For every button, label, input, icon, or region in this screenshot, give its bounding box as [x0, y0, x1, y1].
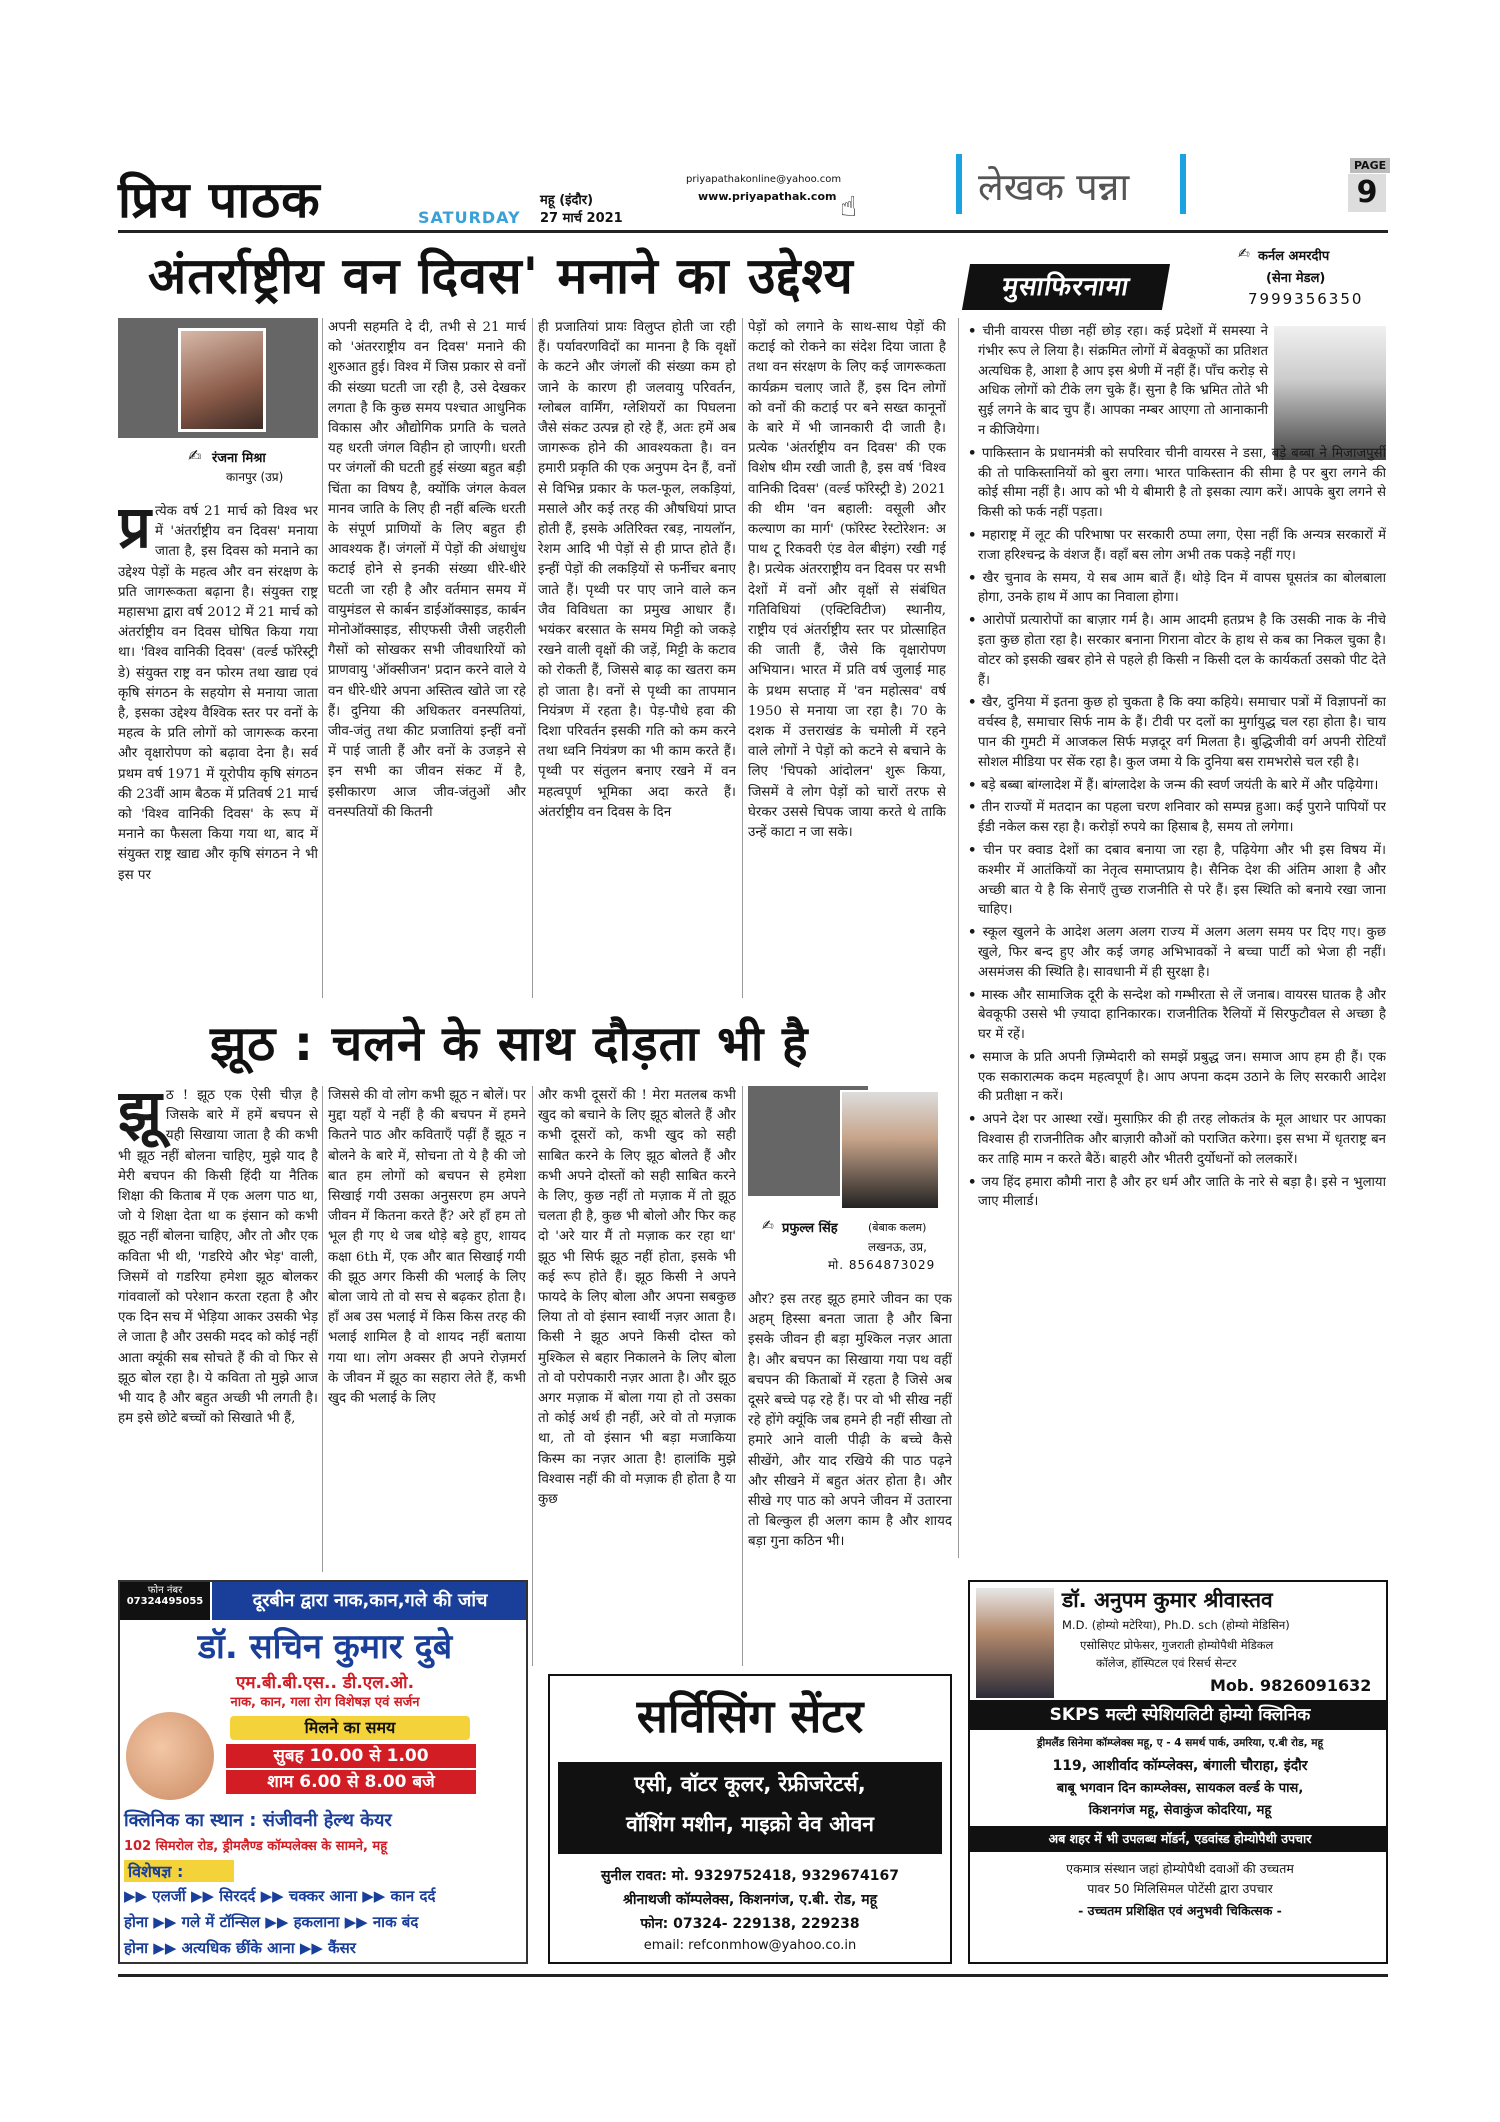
ad-note: एकमात्र संस्थान जहां होम्योपैथी दवाओं की उच्चतम — [1066, 1861, 1294, 1876]
ad-spec-line: होना ▶▶ अत्यधिक छींके आना ▶▶ कैंसर — [124, 1939, 356, 1957]
article1-author: रंजना मिश्रा — [212, 451, 266, 466]
divider — [532, 318, 533, 998]
ad-clinic-banner: SKPS मल्टी स्पेशियलिटी होम्यो क्लिनिक — [970, 1700, 1388, 1730]
divider — [742, 318, 743, 998]
ear-illustration — [126, 1712, 214, 1800]
ad-address-line: ड्रीमलैंड सिनेमा कॉम्प्लेक्स महू, ए - 4 समर्थ पार्क, उमरिया, ए.बी रोड, महू — [1036, 1737, 1324, 1749]
ad-spec-line: होना ▶▶ गले में टॉन्सिल ▶▶ हकलाना ▶▶ नाक बंद — [124, 1913, 419, 1931]
ad-phone-box — [120, 1582, 210, 1620]
column-item: • चीनी वायरस पीछा नहीं छोड़ रहा। कई प्रदेशों में समस्या ने गंभीर रूप ले लिया है। संक्रमित लोगों में बेवकूफों का प्रतिशत अत्यधिक है, आशा है आप इस श्रेणी में नहीं हैं। पाँच करोड़ से अधिक लोगों को टीके लग चुके हैं। सुना है कि भ्रमित तोते भी सुई लगने के बाद चुप हैं। आपका नम्बर आएगा तो आनाकानी न कीजियेगा। — [968, 322, 1386, 441]
column-item: • अपने देश पर आस्था रखें। मुसाफ़िर की ही तरह लोकतंत्र के मूल आधार पर आपका विश्वास ही राजनीतिक और बाज़ारी कौओं को पराजित करेगा। इस सभा में धृतराष्ट्र बन कर ताहि माम न करते बैठें। बाहरी और भीतरी दुर्योधनों को ललकारें। — [968, 1110, 1386, 1169]
article2-place: लखनऊ, उप्र, — [868, 1240, 927, 1254]
column-item: • बड़े बब्बा बांग्लादेश में हैं। बांग्लादेश के जन्म की स्वर्ण जयंती के बारे में और पढ़ियेगा। — [968, 776, 1386, 796]
ad-phone[interactable]: 07324495055 — [126, 1596, 204, 1607]
newspaper-logo: प्रिय पाठक — [118, 170, 321, 229]
ad-title: सर्विसिंग सेंटर — [636, 1689, 864, 1743]
column-item: • जय हिंद हमारा कौमी नारा है और हर धर्म और जाति के नारे से बड़ा है। इसे न भुलाया जाए मीलार्ड। — [968, 1173, 1386, 1213]
article2-byline — [748, 1086, 952, 1286]
day-label: SATURDAY — [418, 208, 521, 227]
ad-treatment-banner: अब शहर में भी उपलब्ध मॉडर्न, एडवांस्ड होम्योपैथी उपचार — [970, 1826, 1388, 1852]
ad-note: - उच्चतम प्रशिक्षित एवं अनुभवी चिकित्सक - — [1078, 1903, 1282, 1918]
article1-headline: अंतर्राष्ट्रीय वन दिवस' मनाने का उद्देश्य — [148, 247, 854, 305]
column-item: • खैर चुनाव के समय, ये सब आम बातें हैं। थोड़े दिन में वापस घूसतंत्र का बोलबाला होगा, उनके हाथ में आप का निवाला होगा। — [968, 569, 1386, 609]
ad-profession: एसोसिएट प्रोफेसर, गुजराती होम्योपैथी मेडिकल — [1080, 1638, 1274, 1652]
ad-phone[interactable]: फोन: 07324- 229138, 229238 — [640, 1916, 860, 1932]
column-title: मुसाफिरनामा — [962, 264, 1170, 310]
column-item: • तीन राज्यों में मतदान का पहला चरण शनिवार को सम्पन्न हुआ। कई पुराने पापियों पर ईडी नकेल कस रहा है। करोड़ों रुपये का हिसाब है, समय तो लगेगा। — [968, 798, 1386, 838]
ad-homeopathy-clinic — [968, 1580, 1388, 1964]
ad-note: पावर 50 मिलिसिमल पोटेंसी द्वारा उपचार — [1087, 1881, 1273, 1896]
article1-col3: ही प्रजातियां प्रायः विलुप्त होती जा रही हैं। पर्यावरणविदों का मानना है कि वृक्षों के कटने और जंगलों की संख्या कम हो जाने के कारण ही जलवायु परिवर्तन, ग्लोबल वार्मिंग, ग्लेशियरों का पिघलना जैसे संकट उत्पन्न हो रहे हैं, अतः हमें अब जागरूक होने की आवश्यकता है। वन हमारी प्रकृति की एक अनुपम देन हैं, वनों से विभिन्न प्रकार के फल-फूल, लकड़ियां, मसाले और कई तरह की औषधियां प्राप्त होती हैं, इसके अतिरिक्त रबड़, नायलॉन, रेशम आदि भी पेड़ों से ही प्राप्त होते हैं। इन्हीं पेड़ों की लकड़ियों से फर्नीचर बनाए जाते हैं। पृथ्वी पर पाए जाने वाले कन जैव विविधता का प्रमुख आधार हैं। भयंकर बरसात के समय मिट्टी को जकड़े रखने वाली वृक्षों की जड़ें, मिट्टी के कटाव को रोकती हैं, जिससे बाढ़ का खतरा कम हो जाता है। वनों से पृथ्वी का तापमान नियंत्रण में रहता है। पेड़-पौधे हवा की दिशा परिवर्तन इसकी गति को कम करने तथा ध्वनि नियंत्रण का भी काम करते हैं। पृथ्वी पर संतुलन बनाए रखने में वन महत्वपूर्ण भूमिका अदा करते हैं। अंतर्राष्ट्रीय वन दिवस के दिन — [538, 320, 736, 820]
article2-headline: झूठ : चलने के साथ दौड़ता भी है — [210, 1016, 809, 1072]
ad-timing-title: मिलने का समय — [230, 1716, 470, 1740]
column-author: कर्नल अमरदीप — [1258, 249, 1330, 264]
ad-services-line: एसी, वॉटर कूलर, रेफ्रीजरेटर्स, — [634, 1772, 866, 1796]
pen-icon: ✍ — [1238, 246, 1250, 262]
article1-col4: पेड़ों को लगाने के साथ-साथ पेड़ों की कटाई को रोकने का संदेश दिया जाता है तथा वन संरक्षण के लिए कई जागरूकता कार्यक्रम चलाए जाते हैं, इस दिन लोगों को वनों की कटाई पर बने सख्त कानूनों के बारे में भी जानकारी दी जाती है। प्रत्येक 'अंतर्राष्ट्रीय वन दिवस' की एक विशेष थीम रखी जाती है, इस वर्ष 'विश्व वानिकी दिवस' (वर्ल्ड फॉरेस्ट्री डे) 2021 की थीम 'वन बहाली: वसूली और कल्याण का मार्ग' (फॉरेस्ट रेस्टोरेशन: अ पाथ टू रिकवरी एंड वेल बीइंग) रखी गई है। प्रत्येक अंतरराष्ट्रीय वन दिवस पर सभी देशों में वनों और वृक्षों से संबंधित गतिविधियां (एक्टिविटीज) स्थानीय, राष्ट्रीय एवं अंतर्राष्ट्रीय स्तर पर प्रोत्साहित की जाती हैं, जैसे कि वृक्षारोपण अभियान। भारत में प्रति वर्ष जुलाई माह के प्रथम सप्ताह में 'वन महोत्सव' वर्ष 1950 से मनाया जा रहा है। 70 के दशक में उत्तराखंड के चमोली में रहने वाले लोगों ने पेड़ों को कटने से बचाने के लिए 'चिपको आंदोलन' शुरू किया, जिसमें वे लोग पेड़ों को चारों तरफ से घेरकर उससे चिपक जाया करते थे ताकि उन्हें काटा न जा सके। — [748, 320, 946, 841]
ad-spec-line: ▶▶ एलर्जी ▶▶ सिरदर्द ▶▶ चक्कर आना ▶▶ कान दर्द — [124, 1887, 436, 1905]
ad-clinic: क्लिनिक का स्थान : संजीवनी हेल्थ केयर — [124, 1810, 392, 1831]
ad-address: श्रीनाथजी कॉम्पलेक्स, किशनगंज, ए.बी. रोड, महू — [622, 1892, 878, 1908]
column-phone: 7999356350 — [1248, 290, 1364, 308]
ad-doctor-name: डॉ. अनुपम कुमार श्रीवास्तव — [1062, 1588, 1273, 1612]
ad-tagline: दूरबीन द्वारा नाक,कान,गले की जांच — [212, 1582, 528, 1620]
column-item: • चीन पर क्वाड देशों का दबाव बनाया जा रहा है, पढ़ियेगा और भी इस विषय में। कश्मीर में आतंकियों का नेतृत्व समाप्तप्राय है। सैनिक देश की अंतिम आशा है और अच्छी बात ये है कि सेनाएँ तुच्छ राजनीति से परे हैं। इस स्थिति को बनाये रखा जाना चाहिए। — [968, 841, 1386, 920]
column-item: • समाज के प्रति अपनी ज़िम्मेदारी को समझें प्रबुद्ध जन। समाज आप हम ही हैं। एक एक सकारात्मक कदम महत्वपूर्ण है। आप अपना कदम उठाने के लिए सरकारी आदेश की प्रतीक्षा न करें। — [968, 1048, 1386, 1107]
pen-icon: ✍ — [762, 1218, 774, 1234]
article2-mobile: मो. 8564873029 — [828, 1258, 936, 1272]
ad-services-line: वॉशिंग मशीन, माइक्रो वेव ओवन — [626, 1812, 874, 1836]
ad-time1: सुबह 10.00 से 1.00 — [226, 1744, 476, 1768]
article2-col3: और कभी दूसरों की ! मेरा मतलब कभी खुद को बचाने के लिए झूठ बोलते हैं और कभी दूसरों को, कभी खुद को सही साबित करने के लिए झूठ बोलते हैं और कभी अपने दोस्तों को सही साबित करने के लिए, कुछ नहीं तो मज़ाक में तो झूठ चलता ही है, कुछ भी बोलो और फिर कह दो 'अरे यार मैं तो मज़ाक कर रहा था' झूठ भी सिर्फ झूठ नहीं होता, इसके भी कई रूप होते हैं। झूठ किसी ने अपने फायदे के लिए बोला और अपना सबकुछ लिया तो वो इंसान स्वार्थी नज़र आता है। किसी ने झूठ अपने किसी दोस्त को मुश्किल से बहार निकालने के लिए बोला तो वो परोपकारी नज़र आता है। और झूठ अगर मज़ाक में बोला गया हो तो उसका तो कोई अर्थ ही नहीं, अरे वो तो मज़ाक था, तो वो इंसान भी बड़ा मजाकिया किस्म का नज़र आता है! हालांकि मुझे विश्वास नहीं की वो मज़ाक ही होता है या कुछ — [538, 1088, 736, 1508]
ad-contact[interactable]: सुनील रावत: मो. 9329752418, 9329674167 — [600, 1868, 900, 1884]
ad-phone-label: फोन नंबर — [147, 1585, 183, 1596]
column-items — [968, 322, 1386, 1560]
ad-profession: कॉलेज, हॉस्पिटल एवं रिसर्च सेन्टर — [1096, 1656, 1237, 1670]
ad-time2: शाम 6.00 से 8.00 बजे — [226, 1770, 476, 1794]
ad-address-line: 119, आशीर्वाद कॉम्प्लेक्स, बंगाली चौराहा, इंदौर — [1052, 1758, 1308, 1774]
column-item: • पाकिस्तान के प्रधानमंत्री को सपरिवार चीनी वायरस ने डसा, बड़े बब्बा ने मिजाजपुर्सी की तो पाकिस्तानियों को बुरा लगा। भारत पाकिस्तान की सीमा है पर बुरा लगने की कोई सीमा नहीं है। आप को भी ये बीमारी है तो इसका त्याग करें। आपके बुरा लगने से किसी को फर्क नहीं पड़ता। — [968, 444, 1386, 523]
hand-cursor-icon: ☝ — [840, 190, 858, 223]
article2-author-note: (बेबाक कलम) — [868, 1221, 927, 1234]
author-photo — [840, 1090, 940, 1210]
article2-col2: जिससे की वो लोग कभी झूठ न बोलें। पर मुद्दा यहाँ ये नहीं है की बचपन में हमने कितने पाठ और कविताएँ पढ़ीं हैं झूठ न बोलने के बारे में, सोचना तो ये है की जो बात हम लोगों को बचपन से हमेशा सिखाई गयी उसका अनुसरण हम अपने जीवन में कितना करते हैं? अरे हाँ हम तो भूल ही गए थे जब थोड़े बड़े हुए, शायद कक्षा 6th में, एक और बात सिखाई गयी की झूठ अगर किसी की भलाई के लिए बोला जाये तो वो सच से बढ़कर होता है। हाँ अब उस भलाई में किस किस तरह की भलाई शामिल है वो शायद नहीं बताया गया था। लोग अक्सर ही अपने रोज़मर्रा के जीवन में झूठ का सहारा लेते हैं, कभी खुद की भलाई के लिए — [328, 1088, 526, 1407]
column-item: • स्कूल खुलने के आदेश अलग अलग राज्य में अलग अलग समय पर दिए गए। कुछ खुले, फिर बन्द हुए और कई जगह अभिभावकों ने बच्चा पार्टी को भेजा ही नहीं। असमंजस की स्थिति है। सावधानी में ही सुरक्षा है। — [968, 923, 1386, 982]
article1-byline-box — [118, 318, 318, 498]
column-item: • महाराष्ट्र में लूट की परिभाषा पर सरकारी ठप्पा लगा, ऐसा नहीं कि अन्यत्र सरकारों में राजा हरिश्चन्द्र के वंशज हैं। वहाँ बस लोग अभी तक पकड़े नहीं गए। — [968, 526, 1386, 566]
column-item: • खैर, दुनिया में इतना कुछ हो चुकता है कि क्या कहिये। समाचार पत्रों में विज्ञापनों का वर्चस्व है, समाचार सिर्फ नाम के हैं। टीवी पर दलों का मुर्गायुद्ध चल रहा होता है। चाय पान की गुमटी में आजकल सिर्फ मज़दूर वर्ग मिलता है। बुद्धिजीवी वर्ग अपनी रोटियाँ सोशल मीडिया पर सेंक रहा है। कुल जमा ये कि दुनिया बस रामभरोसे चल रही है। — [968, 693, 1386, 772]
ad-degree: एम.बी.बी.एस.. डी.एल.ओ. — [235, 1673, 415, 1693]
ad-mobile[interactable]: Mob. 9826091632 — [1210, 1676, 1372, 1695]
article1-place: कानपुर (उप्र) — [226, 470, 284, 484]
divider — [532, 1086, 533, 1666]
doctor-photo — [976, 1588, 1054, 1698]
article1-col1: प्र त्येक वर्ष 21 मार्च को विश्व भर में 'अंतर्राष्ट्रीय वन दिवस' मनाया जाता है, इस दिवस को मनाने का उद्देश्य पेड़ों के महत्व और वन संरक्षण के प्रति जागरूकता बढ़ाना है। संयुक्त राष्ट्र महासभा द्वारा वर्ष 2012 में 21 मार्च को अंतर्राष्ट्रीय वन दिवस घोषित किया गया था। 'विश्व वानिकी दिवस' (वर्ल्ड फॉरेस्ट्री डे) संयुक्त राष्ट्र वन फोरम तथा खाद्य एवं कृषि संगठन के सहयोग से मनाया जाता है, इसका उद्देश्य वैश्विक स्तर पर वनों के महत्व के प्रति लोगों को जागरूक करना और वृक्षारोपण को बढ़ावा देना है। सर्व प्रथम वर्ष 1971 में यूरोपीय कृषि संगठन की 23वीं आम बैठक में प्रतिवर्ष 21 मार्च को 'विश्व वानिकी दिवस' के रूप में मनाने का फैसला किया गया था, बाद में संयुक्त राष्ट्र खाद्य और कृषि संगठन ने भी इस पर — [118, 502, 318, 883]
page-number: 9 — [1348, 174, 1386, 212]
website-label[interactable]: www.priyapathak.com — [698, 190, 837, 203]
ad-address-line: किशनगंज महू, सेवाकुंज कोदरिया, महू — [1088, 1803, 1272, 1818]
ad-doctor-name: डॉ. सचिन कुमार दुबे — [197, 1627, 453, 1667]
ad-email[interactable]: email: refconmhow@yahoo.co.in — [643, 1938, 857, 1953]
article2-col1: झू ठ ! झूठ एक ऐसी चीज़ है जिसके बारे में हमें बचपन से यही सिखाया जाता है की कभी भी झूठ नहीं बोलना चाहिए, मुझे याद है मेरी बचपन की किसी हिंदी या नैतिक शिक्षा की किताब में एक अलग पाठ था, जो ये शिक्षा देता था क इंसान को कभी झूठ नहीं बोलना चाहिए, और तो और एक कविता भी थी, 'गडरिये और भेड़' वाली, जिसमें वो गडरिया हमेशा झूठ बोलकर गांववालों को परेशान करता रहता है और एक दिन सच में भेड़िया आकर उसकी भेड़ ले जाता है और उसकी मदद को कोई नहीं आता क्यूंकी सब सोचते हैं की वो फिर से झूठ बोल रहा है। ये कविता तो मुझे आज भी याद है और बहुत अच्छी भी लगती है। हम इसे छोटे बच्चों को सिखाते भी हैं, — [118, 1086, 318, 1427]
ad-spec-label: विशेषज्ञ : — [124, 1860, 234, 1882]
column-item: • मास्क और सामाजिक दूरी के सन्देश को गम्भीरता से लें जनाब। वायरस घातक है और बेवकूफी उससे भी ज़्यादा हानिकारक। राजनीतिक रैलियों में सिरफुटौवल से अच्छा है घर में रहें। — [968, 986, 1386, 1045]
ad-ent-doctor — [118, 1580, 528, 1964]
city-label: महू (इंदौर) — [540, 193, 594, 208]
email-label[interactable]: priyapathakonline@yahoo.com — [686, 174, 842, 185]
pen-icon: ✍ — [188, 446, 202, 465]
ad-servicing-center — [548, 1674, 952, 1964]
author-photo — [178, 328, 266, 432]
date-label: 27 मार्च 2021 — [540, 211, 623, 226]
article2-author: प्रफुल्ल सिंह — [782, 1221, 838, 1236]
masthead — [118, 150, 1388, 240]
article2-col4: और? इस तरह झूठ हमारे जीवन का एक अहम् हिस्सा बनता जाता है और बिना इसके जीवन ही बड़ा मुश्किल नज़र आता है। और बचपन का सिखाया गया पथ वहीं बचपन की किताबों में रहता है जिसे अब दूसरे बच्चे पढ़ रहे हैं। पर वो भी सीख नहीं रहे होंगे क्यूंकि जब हमने ही नहीं सीखा तो हमारे आने वाली पीढ़ी के बच्चे कैसे सीखेंगे, और याद रखिये की पाठ पढ़ने और सीखने में बहुत अंतर होता है। और सीखे गए पाठ को अपने जीवन में उतारना तो बिल्कुल ही अलग काम है और शायद बड़ा गुना कठिन भी। — [748, 1292, 952, 1550]
bottom-rule — [118, 1974, 1388, 1977]
article2-dropcap: झू — [118, 1086, 162, 1145]
divider — [742, 1086, 743, 1666]
article1-col2: अपनी सहमति दे दी, तभी से 21 मार्च को 'अंतरराष्ट्रीय वन दिवस' मनाने की शुरुआत हुई। विश्व में जिस प्रकार से वनों की संख्या घटती जा रही है, उसे देखकर लगता है कि कुछ समय पश्चात आधुनिक विकास और औद्योगिक प्रगति के चलते यह धरती जंगल विहीन हो जाएगी। धरती पर जंगलों की घटती हुई संख्या बहुत बड़ी चिंता का विषय है, क्योंकि जंगल केवल मानव जाति के लिए ही नहीं बल्कि धरती के संपूर्ण प्राणियों के लिए बहुत ही आवश्यक हैं। जंगलों में पेड़ों की अंधाधुंध कटाई होने से इनकी संख्या धीरे-धीरे घटती जा रही है और वर्तमान समय में वायुमंडल से कार्बन डाईऑक्साइड, कार्बन मोनोऑक्साइड, सीएफसी जैसी जहरीली गैसों को सोखकर सभी जीवधारियों को प्राणवायु 'ऑक्सीजन' प्रदान करने वाले ये वन धीरे-धीरे अपना अस्तित्व खोते जा रहे हैं। दुनिया की अधिकतर वनस्पतियां, जीव-जंतु तथा कीट प्रजातियां इन्हीं वनों में पाई जाती हैं और वनों के उजड़ने से इन सभी का जीवन संकट में है, इसीकारण आज जीव-जंतुओं और वनस्पतियों की कितनी — [328, 320, 526, 820]
column-rank: (सेना मेडल) — [1266, 271, 1326, 286]
masthead-rule — [118, 230, 1388, 233]
ad-address-line: बाबू भगवान दिन काम्प्लेक्स, सायकल वर्ल्ड के पास, — [1056, 1781, 1304, 1796]
page-label: PAGE — [1350, 158, 1390, 173]
divider — [958, 318, 959, 1558]
divider — [322, 318, 323, 998]
column-header — [966, 246, 1388, 316]
ad-qualification: M.D. (होम्यो मटेरिया), Ph.D. sch (होम्यो मेडिसिन) — [1062, 1618, 1290, 1632]
byline-white — [118, 438, 318, 498]
ad-address: 102 सिमरोल रोड, ड्रीमलैण्ड कॉम्पलेक्स के सामने, महू — [124, 1839, 388, 1854]
column-item: • आरोपों प्रत्यारोपों का बाज़ार गर्म है। आम आदमी हतप्रभ है कि उसकी नाक के नीचे इता कुछ होता रहा है। सरकार बनाना गिराना वोटर के हाथ से कब का निकल चुका है। वोटर को इसकी खबर होने से पहले ही किसी न किसी दल के कार्यकर्ता उसको पीट देते हैं। — [968, 611, 1386, 690]
section-title: लेखक पन्ना — [978, 165, 1130, 209]
article1-dropcap: प्र — [118, 502, 152, 561]
ad-specialty: नाक, कान, गला रोग विशेषज्ञ एवं सर्जन — [230, 1695, 420, 1710]
divider — [322, 1086, 323, 1572]
